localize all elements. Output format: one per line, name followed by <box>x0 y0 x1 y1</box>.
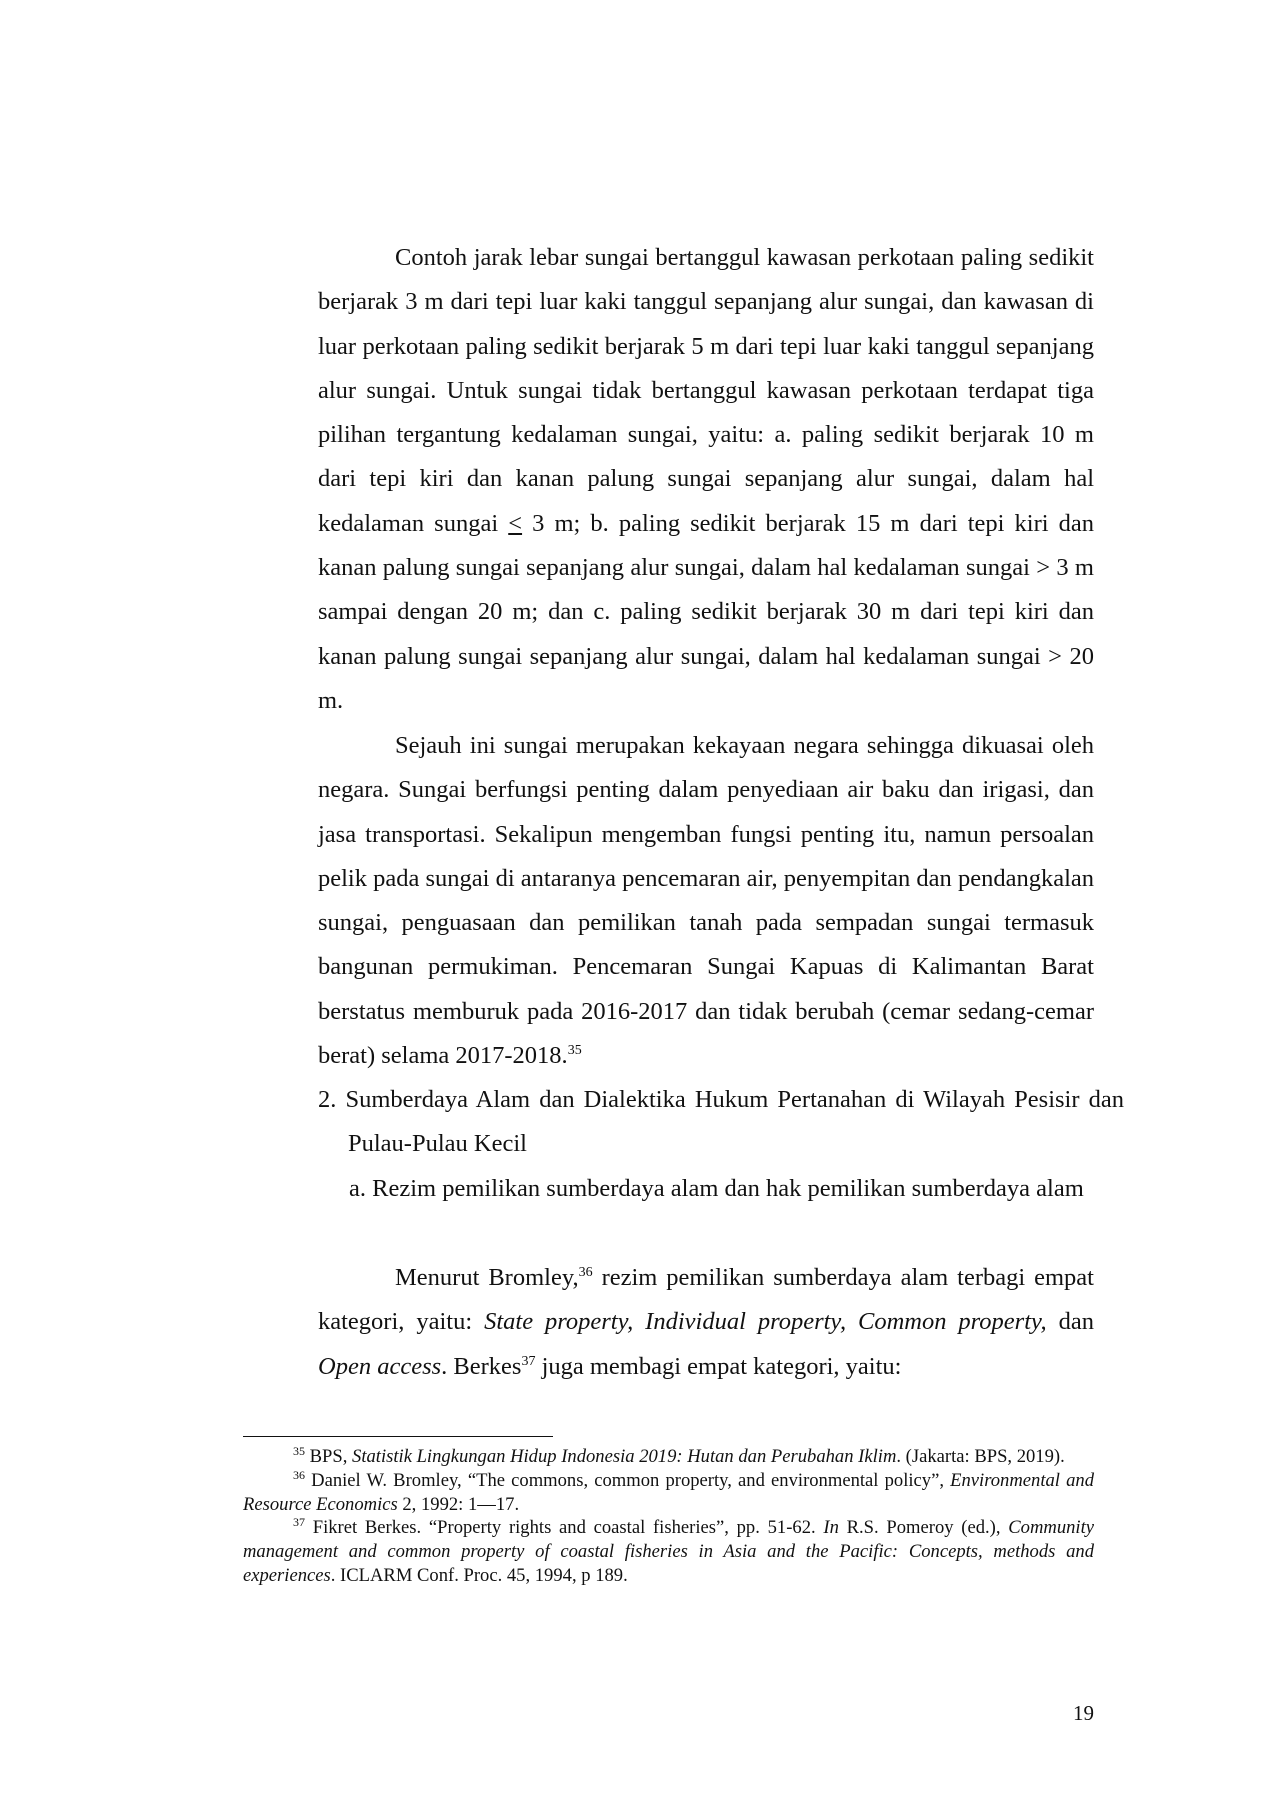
footnote-text: R.S. Pomeroy (ed.), <box>838 1517 1009 1539</box>
italic-term: Open access <box>318 1352 442 1380</box>
footnote-text: 2, 1992: 1—17. <box>397 1493 520 1515</box>
paragraph-text: dan <box>1046 1308 1094 1336</box>
footnote-text: Daniel W. Bromley, “The commons, common property, and environmental policy”, <box>305 1469 951 1491</box>
paragraph-property-regimes <box>318 1256 1094 1389</box>
footnote-37 <box>243 1516 1094 1587</box>
paragraph-text: rezim pemilikan sumberdaya alam terbagi empat kategori, yaitu: <box>318 1264 1094 1336</box>
paragraph-text: Menurut Bromley, <box>395 1264 579 1291</box>
footnote-title: Environmental and Resource Economics <box>243 1469 1095 1515</box>
footnote-ref-36[interactable]: 36 <box>578 1264 593 1280</box>
footnote-ref-37[interactable]: 37 <box>521 1353 536 1369</box>
footnote-italic-in: In <box>823 1517 839 1539</box>
paragraph-river-width <box>318 236 1094 723</box>
paragraph-text: juga membagi empat kategori, yaitu: <box>535 1352 902 1380</box>
paragraph-text: 3 m; b. paling sedikit berjarak 15 m dari tepi kiri dan kanan palung sungai sepanjang alur sungai, dalam hal kedalaman sungai > 3 m sampai dengan 20 m; dan c. paling sedikit berjarak 30 m dari tepi kiri dan kanan palung sungai sepanjang alur sungai, dalam hal kedalaman sungai > 20 m. <box>318 509 1095 714</box>
footnote-text: BPS, <box>305 1446 353 1467</box>
subsection-heading-a: a. Rezim pemilikan sumberdaya alam dan hak pemilikan sumberdaya alam <box>349 1175 1084 1202</box>
footnote-text: . (Jakarta: BPS, 2019). <box>896 1446 1065 1467</box>
footnote-text: . ICLARM Conf. Proc. 45, 1994, p 189. <box>330 1564 628 1586</box>
italic-term: State property, Individual property, Common property, <box>484 1308 1047 1336</box>
footnote-number: 37 <box>293 1515 305 1530</box>
footnote-number: 35 <box>293 1443 305 1458</box>
footnote-36 <box>243 1469 1094 1517</box>
paragraph-text: Contoh jarak lebar sungai bertanggul kawasan perkotaan paling sedikit berjarak 3 m dari tepi luar kaki tanggul sepanjang alur sungai, dan kawasan di luar perkotaan paling sedikit berjarak 5 m dari tepi luar kaki tanggul sepanjang alur sungai. Untuk sungai tidak bertanggul kawasan perkotaan terdapat tiga pilihan tergantung kedalaman sungai, yaitu: a. paling sedikit berjarak 10 m dari tepi kiri dan kanan palung sungai sepanjang alur sungai, dalam hal kedalaman sungai <box>318 244 1094 537</box>
less-equal-symbol: < <box>508 509 523 537</box>
footnote-title: Community management and common property of coastal fisheries in Asia and the Pacific: Concepts, methods and experiences <box>243 1517 1094 1586</box>
footnote-35 <box>243 1445 1094 1469</box>
footnote-title: Statistik Lingkungan Hidup Indonesia 2019: Hutan dan Perubahan Iklim <box>352 1446 897 1467</box>
footnote-separator <box>243 1436 553 1437</box>
footnote-ref-35[interactable]: 35 <box>567 1042 582 1058</box>
section-heading-2: 2. Sumberdaya Alam dan Dialektika Hukum Pertanahan di Wilayah Pesisir dan Pulau-Pulau Kecil <box>318 1086 1124 1158</box>
footnote-number: 36 <box>293 1467 305 1482</box>
page-number: 19 <box>1073 1701 1094 1725</box>
paragraph-text: Sejauh ini sungai merupakan kekayaan negara sehingga dikuasai oleh negara. Sungai berfungsi penting dalam penyediaan air baku dan irigasi, dan jasa transportasi. Sekalipun mengemban fungsi penting itu, namun persoalan pelik pada sungai di antaranya pencemaran air, penyempitan dan pendangkalan sungai, penguasaan dan pemilikan tanah pada sempadan sungai termasuk bangunan permukiman. Pencemaran Sungai Kapuas di Kalimantan Barat berstatus memburuk pada 2016-2017 dan tidak berubah (cemar sedang-cemar berat) selama 2017-2018. <box>318 732 1094 1070</box>
paragraph-river-ownership <box>318 724 1094 1078</box>
paragraph-text: . Berkes <box>441 1352 522 1380</box>
footnote-text: Fikret Berkes. “Property rights and coastal fisheries”, pp. 51-62. <box>305 1517 824 1539</box>
footnotes <box>243 1445 1094 1588</box>
